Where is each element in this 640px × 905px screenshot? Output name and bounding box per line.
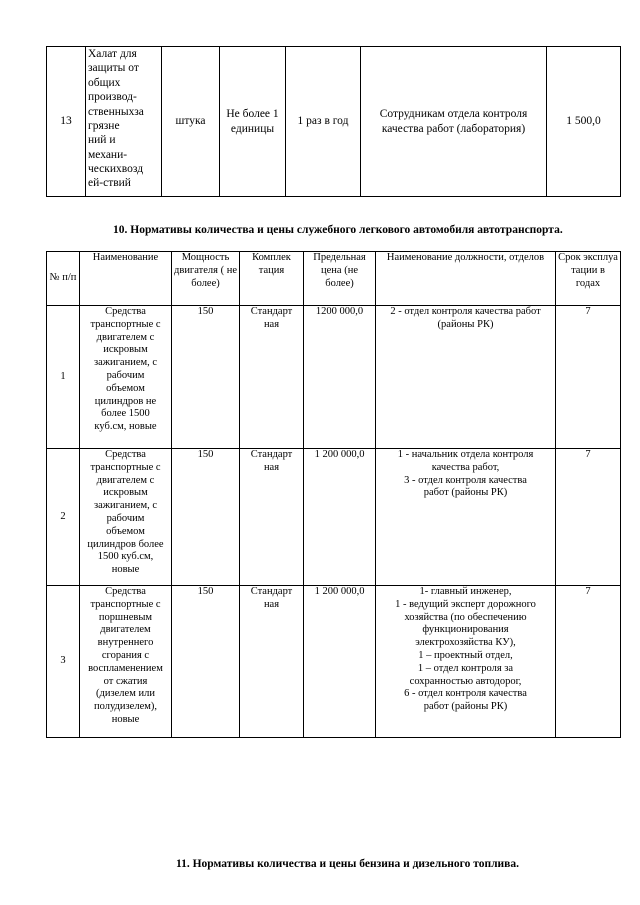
table-row <box>47 586 621 738</box>
text-line: цилиндров более <box>87 538 164 550</box>
text-line: (дизелем или <box>96 688 155 700</box>
text-line: 1 – проектный отдел, <box>418 649 513 661</box>
text-line: двигателем с <box>96 474 155 486</box>
text-line: искровым <box>103 344 148 356</box>
text-line: цилиндров не <box>94 395 157 407</box>
text-line: двигателем с <box>96 331 155 343</box>
header-name: Наименование <box>80 252 172 306</box>
text-line: внутреннего <box>97 637 154 649</box>
text-line: 3 - отдел контроля качества <box>404 474 527 486</box>
text-line: производ- <box>88 91 137 104</box>
row-number: 1 <box>47 306 80 449</box>
text-line: защиты от <box>88 62 139 75</box>
header-config: Комплек тация <box>240 252 304 306</box>
max-price: 1200 000,0 <box>304 306 376 449</box>
text-line: новые <box>111 713 140 725</box>
header-num: № п/п <box>47 252 80 306</box>
text-line: функционирования <box>422 624 509 636</box>
text-line: воспламенением <box>88 662 163 674</box>
vehicle-name-lines <box>82 586 169 727</box>
section-10-heading: 10. Нормативы количества и цены служебного легкового автомобиля автотранспорта. <box>113 224 563 236</box>
positions-lines <box>378 306 553 332</box>
text-line: зажиганием, с <box>93 357 158 369</box>
text-line: полудизелем), <box>94 701 157 713</box>
frequency: 1 раз в год <box>286 47 361 197</box>
positions <box>376 586 556 738</box>
quantity: Не более 1 единицы <box>220 47 286 197</box>
price: 1 500,0 <box>547 47 621 197</box>
text-line: искровым <box>103 487 148 499</box>
text-line: 2 - отдел контроля качества работ <box>390 306 541 317</box>
text-line: ческихвозд <box>88 163 144 175</box>
text-line: 1 - ведущий эксперт дорожного <box>395 598 536 610</box>
text-line: рабочим <box>106 369 145 381</box>
row-number: 3 <box>47 586 80 738</box>
text-line: рабочим <box>106 512 145 524</box>
text-line: более 1500 <box>101 408 150 420</box>
table-vehicles <box>46 251 621 738</box>
table-row <box>47 306 621 449</box>
text-line: общих <box>88 76 121 89</box>
text-line: сгорания с <box>101 649 150 661</box>
text-line: куб.см, новые <box>94 421 157 433</box>
text-line: транспортные с <box>90 461 161 473</box>
text-line: 1 – отдел контроля за <box>417 662 514 674</box>
table-row <box>47 449 621 586</box>
text-line: объемом <box>106 382 145 394</box>
text-line: Средства <box>105 586 146 597</box>
header-power: Мощность двигателя ( не более) <box>172 252 240 306</box>
text-line: (районы РК) <box>437 318 494 330</box>
text-line: новые <box>111 564 140 576</box>
text-line: хозяйства (по обеспечению <box>404 611 527 623</box>
text-line: сохранностью автодорог, <box>409 675 522 687</box>
header-term: Срок эксплуа тации в годах <box>556 252 621 306</box>
text-line: Халат для <box>88 48 137 60</box>
positions <box>376 306 556 449</box>
text-line: 1 - начальник отдела контроля <box>397 449 534 460</box>
table-clothing <box>46 46 621 197</box>
engine-power: 150 <box>172 449 240 586</box>
text-line: объемом <box>106 525 145 537</box>
text-line: от сжатия <box>103 675 148 687</box>
configuration: Стандарт ная <box>240 306 304 449</box>
text-line: 1- главный инженер, <box>419 586 512 597</box>
text-line: качества работ, <box>431 461 500 473</box>
item-name-lines <box>88 47 159 191</box>
item-name <box>86 47 162 197</box>
vehicle-name-lines <box>82 306 169 434</box>
text-line: ственныхза <box>88 105 144 118</box>
vehicle-name <box>80 586 172 738</box>
text-line: грязне <box>88 119 120 132</box>
text-line: работ (районы РК) <box>423 487 508 499</box>
service-term: 7 <box>556 449 621 586</box>
text-line: Средства <box>105 306 146 317</box>
vehicle-name <box>80 306 172 449</box>
service-term: 7 <box>556 586 621 738</box>
configuration: Стандарт ная <box>240 449 304 586</box>
table-row <box>47 47 621 197</box>
text-line: 6 - отдел контроля качества <box>404 688 527 700</box>
header-positions: Наименование должности, отделов <box>376 252 556 306</box>
text-line: зажиганием, с <box>93 500 158 512</box>
text-line: электрохозяйства КУ), <box>415 637 516 649</box>
recipients: Сотрудникам отдела контроля качества работ (лаборатория) <box>361 47 547 197</box>
text-line: Средства <box>105 449 146 460</box>
configuration: Стандарт ная <box>240 586 304 738</box>
text-line: работ (районы РК) <box>423 701 508 713</box>
text-line: поршневым <box>98 611 153 623</box>
row-number: 2 <box>47 449 80 586</box>
section-11-heading: 11. Нормативы количества и цены бензина и дизельного топлива. <box>176 858 520 870</box>
text-line: двигателем <box>100 624 151 636</box>
text-line: транспортные с <box>90 598 161 610</box>
table-header-row <box>47 252 621 306</box>
row-number: 13 <box>47 47 86 197</box>
unit: штука <box>162 47 220 197</box>
text-line: ний и <box>88 134 116 147</box>
text-line: механи- <box>88 148 128 161</box>
header-price: Предельная цена (не более) <box>304 252 376 306</box>
vehicle-name-lines <box>82 449 169 577</box>
text-line: транспортные с <box>90 318 161 330</box>
max-price: 1 200 000,0 <box>304 449 376 586</box>
engine-power: 150 <box>172 586 240 738</box>
service-term: 7 <box>556 306 621 449</box>
text-line: ей-ствий <box>88 177 131 190</box>
positions-lines <box>378 586 553 714</box>
text-line: 1500 куб.см, <box>97 551 154 563</box>
positions-lines <box>378 449 553 500</box>
vehicle-name <box>80 449 172 586</box>
engine-power: 150 <box>172 306 240 449</box>
positions <box>376 449 556 586</box>
max-price: 1 200 000,0 <box>304 586 376 738</box>
